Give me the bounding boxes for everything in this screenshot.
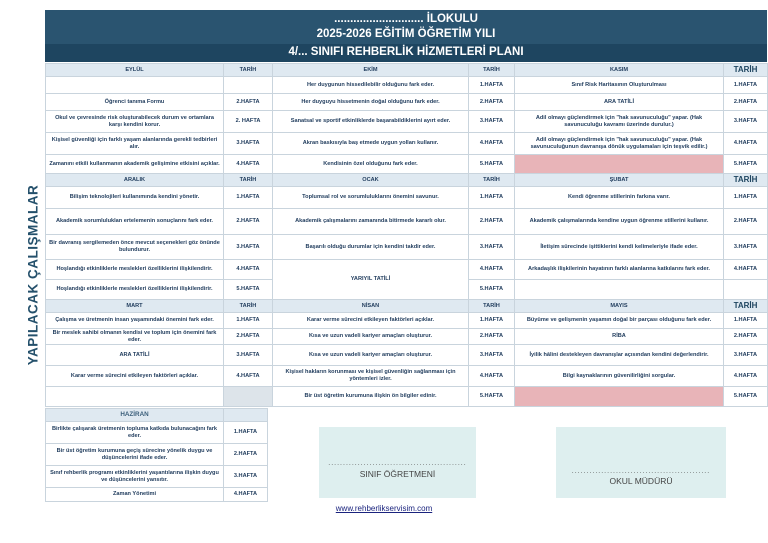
date-header: TARİH — [469, 64, 515, 77]
week-cell: 1.HAFTA — [724, 77, 768, 94]
week-cell: 3.HAFTA — [469, 235, 515, 260]
table-row — [46, 94, 768, 111]
month-header: KASIM — [515, 64, 724, 77]
side-label-box — [22, 120, 44, 430]
week-cell: 2.HAFTA — [724, 329, 768, 345]
table-row — [46, 209, 768, 235]
week-cell: 5.HAFTA — [224, 280, 273, 300]
activity-cell: ARA TATİLİ — [515, 94, 724, 111]
week-cell: 2. HAFTA — [224, 111, 273, 133]
activity-cell: Her duygunun hissedilebilir olduğunu fark eder. — [273, 77, 469, 94]
week-cell: 1.HAFTA — [724, 187, 768, 209]
month-header: EYLÜL — [46, 64, 224, 77]
activity-cell: Akademik çalışmalarında kendine uygun öğrenme stillerini kullanır. — [515, 209, 724, 235]
week-cell: 1.HAFTA — [469, 313, 515, 329]
week-cell: 5.HAFTA — [724, 155, 768, 174]
activity-cell: Kişisel güvenliği için farklı yaşam alanlarında gerekli tedbirleri alır. — [46, 133, 224, 155]
month-header: ŞUBAT — [515, 174, 724, 187]
month-header: OCAK — [273, 174, 469, 187]
month-header: HAZİRAN — [46, 409, 224, 422]
week-cell: 2.HAFTA — [224, 209, 273, 235]
table-row — [46, 313, 768, 329]
date-header: TARİH — [224, 300, 273, 313]
table-row — [46, 329, 768, 345]
activity-cell: Öğrenci tanıma Formu — [46, 94, 224, 111]
activity-cell: Akademik sorumluluklan ertelemenin sonuçlarını fark eder. — [46, 209, 224, 235]
plan-table — [45, 63, 768, 407]
week-cell: 2.HAFTA — [469, 209, 515, 235]
principal-signature-label: OKUL MÜDÜRÜ — [609, 476, 673, 486]
week-cell: 4.HAFTA — [469, 366, 515, 387]
month-header: MAYIS — [515, 300, 724, 313]
activity-cell: Bir üst öğretim kurumuna geçiş sürecine yönelik duygu ve düşüncelerini ifade eder. — [46, 444, 224, 466]
activity-cell: Hoşlandığı etkinliklerle meslekleri özelliklerini ilişkilendirir. — [46, 260, 224, 280]
school-year: 2025-2026 EĞİTİM ÖĞRETİM YILI — [316, 28, 496, 40]
week-cell: 5.HAFTA — [469, 280, 515, 300]
date-header: TARİH — [224, 174, 273, 187]
week-cell: 2.HAFTA — [224, 94, 273, 111]
date-header: TARİH — [469, 174, 515, 187]
week-cell: 1.HAFTA — [469, 187, 515, 209]
table-row — [46, 466, 268, 488]
date-header: TARİH — [469, 300, 515, 313]
week-cell: 5.HAFTA — [469, 387, 515, 407]
activity-cell: Okul ve çevresinde risk oluşturabilecek durum ve ortamlara karşı kendini korur. — [46, 111, 224, 133]
week-cell — [224, 387, 273, 407]
week-cell: 4.HAFTA — [224, 488, 268, 502]
month-header: MART — [46, 300, 224, 313]
activity-cell: Bir meslek sahibi olmanın kendisi ve toplum için önemini fark eder. — [46, 329, 224, 345]
activity-cell: Sanatsal ve sportif etkinliklerde başarabildiklerini ayırt eder. — [273, 111, 469, 133]
website-link[interactable]: www.rehberlikservisim.com — [335, 504, 433, 513]
week-cell: 4.HAFTA — [224, 260, 273, 280]
week-cell: 2.HAFTA — [469, 94, 515, 111]
activity-cell: Her duyguyu hissetmenin doğal olduğunu fark eder. — [273, 94, 469, 111]
activity-cell: İyilik hâlini destekleyen davranışlar açısından kendini değerlendirir. — [515, 345, 724, 366]
activity-cell — [515, 155, 724, 174]
activity-cell — [515, 280, 724, 300]
week-cell: 3.HAFTA — [469, 111, 515, 133]
activity-cell — [515, 387, 724, 407]
activity-cell — [46, 387, 224, 407]
week-cell: 4.HAFTA — [469, 133, 515, 155]
activity-cell: Karar verme sürecini etkileyen faktörleri açıklar. — [273, 313, 469, 329]
month-header: ARALIK — [46, 174, 224, 187]
week-cell: 2.HAFTA — [469, 329, 515, 345]
week-cell: 4.HAFTA — [724, 260, 768, 280]
activity-cell: Kişisel hakların korunması ve kişisel güvenliğin sağlanması için yöntemleri izler. — [273, 366, 469, 387]
week-cell: 5.HAFTA — [469, 155, 515, 174]
june-table — [45, 408, 268, 502]
date-header — [224, 409, 268, 422]
activity-cell: Adil olmayı güçlendirmek için "hak savunuculuğu" yapar. (Hak savunuculuğunun davranışa dönük uygulamaları için teşvik edilir.) — [515, 133, 724, 155]
month-header-row — [46, 174, 768, 187]
activity-cell: Kısa ve uzun vadeli kariyer amaçları oluşturur. — [273, 345, 469, 366]
activity-cell: Başarılı olduğu durumlar için kendini takdir eder. — [273, 235, 469, 260]
month-header: EKİM — [273, 64, 469, 77]
month-header-row — [46, 64, 768, 77]
table-row — [46, 77, 768, 94]
activity-cell: Kendisinin özel olduğunu fark eder. — [273, 155, 469, 174]
activity-cell — [46, 77, 224, 94]
principal-signature-line: ............................................... — [571, 468, 711, 475]
activity-cell: Bir üst öğretim kurumuna ilişkin ön bilgiler edinir. — [273, 387, 469, 407]
week-cell: 3.HAFTA — [724, 345, 768, 366]
week-cell: 3.HAFTA — [724, 235, 768, 260]
activity-cell: Sınıf Risk Haritasının Oluşturulması — [515, 77, 724, 94]
activity-cell: RİBA — [515, 329, 724, 345]
activity-cell: Büyüme ve gelişmenin yaşamın doğal bir parçası olduğunu fark eder. — [515, 313, 724, 329]
principal-signature-box — [556, 427, 726, 498]
table-row — [46, 345, 768, 366]
date-header: TARİH — [724, 64, 768, 77]
month-header-row — [46, 409, 268, 422]
week-cell: 2.HAFTA — [224, 329, 273, 345]
title-banner — [45, 10, 767, 61]
week-cell: 1.HAFTA — [724, 313, 768, 329]
activity-cell: Kendi öğrenme stillerinin farkına varır. — [515, 187, 724, 209]
table-row — [46, 366, 768, 387]
activity-cell: Kısa ve uzun vadeli kariyer amaçları oluşturur. — [273, 329, 469, 345]
plan-title: 4/... SINIFI REHBERLİK HİZMETLERİ PLANI — [45, 44, 767, 62]
semester-break-cell: YARIYIL TATİLİ — [273, 260, 469, 300]
week-cell: 4.HAFTA — [469, 260, 515, 280]
teacher-signature-label: SINIF ÖĞRETMENİ — [359, 469, 436, 479]
month-header: NİSAN — [273, 300, 469, 313]
activity-cell: ARA TATİLİ — [46, 345, 224, 366]
activity-cell: İletişim sürecinde işittiklerini kendi kelimeleriyle ifade eder. — [515, 235, 724, 260]
activity-cell: Zamanını etkili kullanmanın akademik gelişimine etkisini açıklar. — [46, 155, 224, 174]
activity-cell: Birlikte çalışarak üretmenin topluma katkıda bulunacağını fark eder. — [46, 422, 224, 444]
week-cell: 4.HAFTA — [224, 155, 273, 174]
week-cell: 3.HAFTA — [224, 235, 273, 260]
activity-cell: Sınıf rehberlik programı etkinliklerini yaşantılarına ilişkin duygu ve düşüncelerini yansıtır. — [46, 466, 224, 488]
week-cell: 4.HAFTA — [724, 366, 768, 387]
activity-cell: Toplumsal rol ve sorumluluklarını önemini savunur. — [273, 187, 469, 209]
table-row — [46, 111, 768, 133]
week-cell: 3.HAFTA — [224, 466, 268, 488]
table-row — [46, 155, 768, 174]
table-row — [46, 422, 268, 444]
table-row — [46, 444, 268, 466]
teacher-signature-box — [319, 427, 476, 498]
activity-cell: Karar verme sürecini etkileyen faktörleri açıklar. — [46, 366, 224, 387]
week-cell: 1.HAFTA — [469, 77, 515, 94]
week-cell: 1.HAFTA — [224, 422, 268, 444]
week-cell: 3.HAFTA — [469, 345, 515, 366]
school-name: ............................ İLOKULU — [334, 13, 478, 25]
activity-cell: Hoşlandığı etkinliklerle meslekleri özelliklerini ilişkilendirir. — [46, 280, 224, 300]
table-row — [46, 387, 768, 407]
activity-cell: Bilgi kaynaklarının güvenilirliğini sorgular. — [515, 366, 724, 387]
week-cell — [224, 77, 273, 94]
table-row — [46, 133, 768, 155]
table-row — [46, 488, 268, 502]
week-cell: 1.HAFTA — [224, 313, 273, 329]
month-header-row — [46, 300, 768, 313]
week-cell: 3.HAFTA — [224, 133, 273, 155]
week-cell: 4.HAFTA — [724, 133, 768, 155]
activity-cell: Akademik çalışmalarını zamanında bitirmede kararlı olur. — [273, 209, 469, 235]
week-cell: 3.HAFTA — [724, 111, 768, 133]
week-cell: 2.HAFTA — [724, 209, 768, 235]
activity-cell: Akran baskısıyla baş etmede uygun yolları kullanır. — [273, 133, 469, 155]
teacher-signature-line: ............................................... — [328, 460, 467, 467]
activity-cell: Bilişim teknolojileri kullanımında kendini yönetir. — [46, 187, 224, 209]
table-row — [46, 260, 768, 280]
side-label: YAPILACAK ÇALIŞMALAR — [25, 184, 41, 366]
table-row — [46, 235, 768, 260]
date-header: TARİH — [224, 64, 273, 77]
activity-cell: Adil olmayı güçlendirmek için "hak savunuculuğu" yapar. (Hak savunuculuğu kavramı üzerinde durulur.) — [515, 111, 724, 133]
activity-cell: Çalışma ve üretmenin insan yaşamındaki önemini fark eder. — [46, 313, 224, 329]
activity-cell: Bir davranış sergilemeden önce mevcut seçenekleri göz önünde bulundurur. — [46, 235, 224, 260]
activity-cell: Arkadaşlık ilişkilerinin hayatının farklı alanlarına katkılarını fark eder. — [515, 260, 724, 280]
week-cell: 3.HAFTA — [224, 345, 273, 366]
date-header: TARİH — [724, 174, 768, 187]
table-row — [46, 187, 768, 209]
week-cell — [724, 280, 768, 300]
week-cell: 2.HAFTA — [724, 94, 768, 111]
week-cell: 1.HAFTA — [224, 187, 273, 209]
activity-cell: Zaman Yönetimi — [46, 488, 224, 502]
date-header: TARİH — [724, 300, 768, 313]
week-cell: 2.HAFTA — [224, 444, 268, 466]
week-cell: 5.HAFTA — [724, 387, 768, 407]
week-cell: 4.HAFTA — [224, 366, 273, 387]
